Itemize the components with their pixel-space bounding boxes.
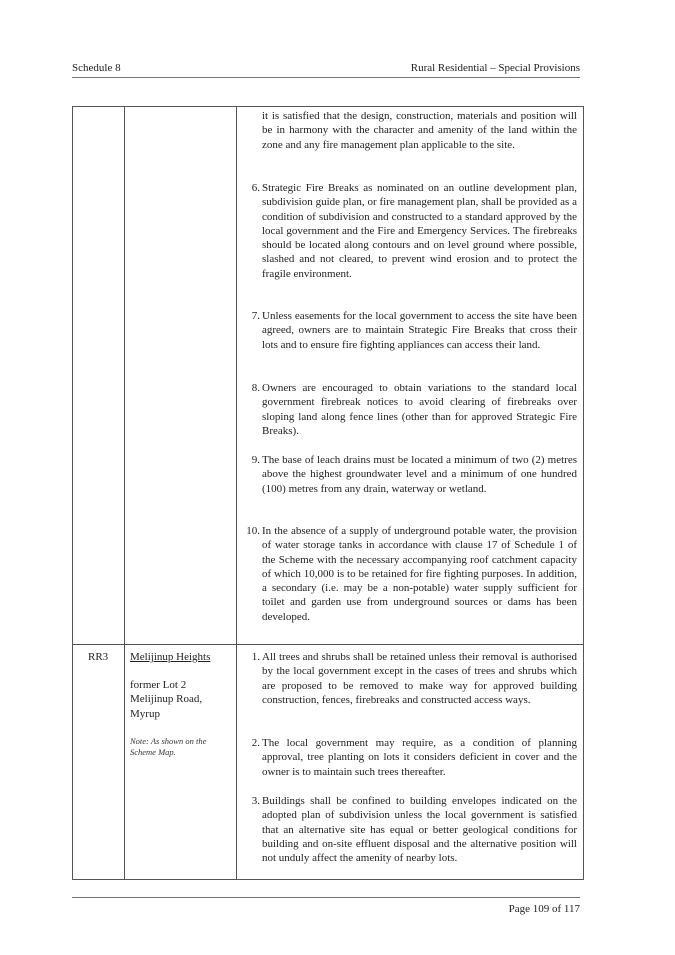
provision-text: Strategic Fire Breaks as nominated on an outline development plan, subdivision guide plan, or fire management plan, shall be provided as a condition of subdivision and constructed to a standard approved by the local government and the Fire and Emergency Services. The firebreaks should be located along contours and on level ground where possible, slashed and not cleared, to prevent wind erosion and to protect the fragile environment.: [262, 182, 577, 280]
row-divider: [73, 644, 583, 645]
header-schedule: Schedule 8: [72, 62, 121, 74]
zone-code: RR3: [88, 651, 109, 663]
zone-location: former Lot 2 Melijinup Road, Myrup: [130, 679, 203, 720]
provision-number: 10.: [246, 525, 260, 537]
provision-number: 9.: [251, 454, 260, 466]
provision-number: 8.: [251, 382, 260, 394]
header-section-title: Rural Residential – Special Provisions: [410, 62, 580, 74]
header-divider: [72, 77, 580, 78]
column-divider-2: [236, 107, 237, 879]
zone-note: Note: As shown on the Scheme Map.: [130, 736, 207, 757]
footer-divider: [72, 897, 580, 898]
provision-number: 6.: [251, 182, 260, 194]
continuation-paragraph: it is satisfied that the design, construction, materials and position will be in harmony with the character and amenity of the land within the zone and any fire management plan applicable to the site.: [262, 110, 577, 151]
zone-name: Melijinup Heights: [130, 651, 211, 663]
provision-number: 2.: [251, 737, 260, 749]
provision-text: The local government may require, as a condition of planning approval, tree planting on lots it considers deficient in cover and the owner is to maintain such trees thereafter.: [262, 737, 577, 778]
provision-text: Buildings shall be confined to building envelopes indicated on the adopted plan of subdivision unless the local government is satisfied that an alternative site has equal or better geological conditions for building and on-site effluent disposal and the alternative position will not unduly affect the amenity of nearby lots.: [262, 795, 577, 865]
provision-text: Owners are encouraged to obtain variations to the standard local government firebreak notices to avoid clearing of firebreaks over sloping land along fence lines (other than for approved Strategic Fire Breaks).: [262, 382, 577, 437]
page-number: Page 109 of 117: [508, 903, 580, 915]
provision-text: The base of leach drains must be located a minimum of two (2) metres above the highest groundwater level and a minimum of one hundred (100) metres from any drain, waterway or wetland.: [262, 454, 577, 495]
provision-text: Unless easements for the local government to access the site have been agreed, owners are to maintain Strategic Fire Breaks that cross their lots and to ensure fire fighting appliances can access their land.: [262, 310, 577, 351]
column-divider-1: [124, 107, 125, 879]
provision-number: 1.: [251, 651, 260, 663]
provision-number: 3.: [251, 795, 260, 807]
provision-number: 7.: [251, 310, 260, 322]
provision-text: All trees and shrubs shall be retained unless their removal is authorised by the local government except in the cases of trees and shrubs which are proposed to be removed to make way for approved building construction, fences, firebreaks and constructed access ways.: [262, 651, 577, 706]
provision-text: In the absence of a supply of underground potable water, the provision of water storage tanks in accordance with clause 17 of Schedule 1 of the Scheme with the necessary accompanying roof catchment capacity of which 10,000 is to be retained for fire fighting purposes. In addition, a secondary (i.e. may be a non-potable) water supply sufficient for toilet and garden use from underground sources or dams has been developed.: [262, 525, 577, 623]
